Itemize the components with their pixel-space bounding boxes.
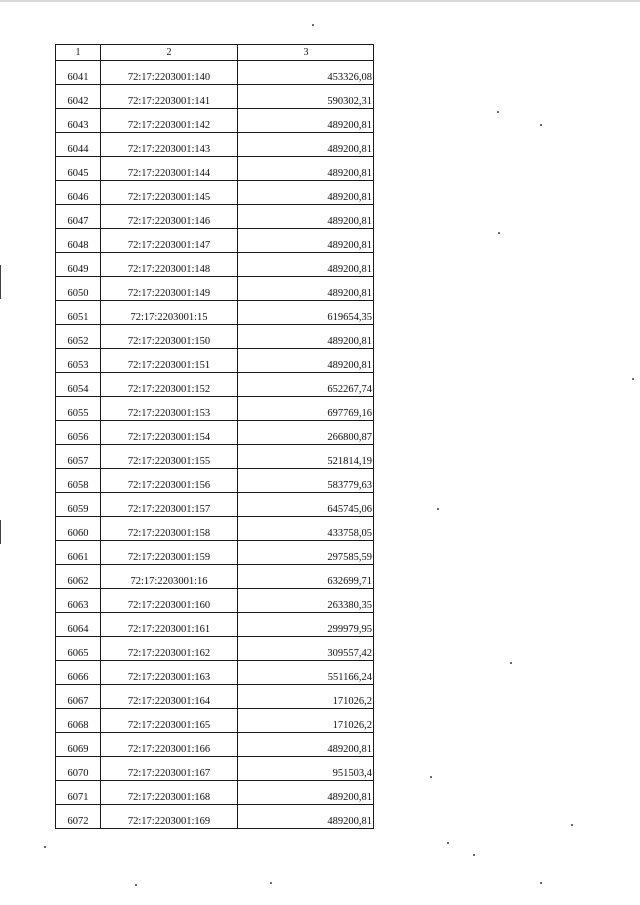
- row-number-cell: 6046: [56, 181, 101, 205]
- cadastral-number-cell: 72:17:2203001:159: [101, 541, 238, 565]
- row-number-cell: 6052: [56, 325, 101, 349]
- cadastral-value-cell: 309557,42: [238, 637, 374, 661]
- table-row: [56, 421, 374, 445]
- cadastral-number-cell: 72:17:2203001:150: [101, 325, 238, 349]
- cadastral-value-cell: 489200,81: [238, 133, 374, 157]
- cadastral-number-cell: 72:17:2203001:160: [101, 589, 238, 613]
- cadastral-value-cell: 590302,31: [238, 85, 374, 109]
- table-row: [56, 685, 374, 709]
- cadastral-number-cell: 72:17:2203001:151: [101, 349, 238, 373]
- scan-speck: [135, 884, 137, 886]
- row-number-cell: 6053: [56, 349, 101, 373]
- scan-speck: [473, 854, 475, 856]
- row-number-cell: 6045: [56, 157, 101, 181]
- cadastral-value-cell: 632699,71: [238, 565, 374, 589]
- cadastral-number-cell: 72:17:2203001:161: [101, 613, 238, 637]
- cadastral-value-cell: 266800,87: [238, 421, 374, 445]
- row-number-cell: 6042: [56, 85, 101, 109]
- scan-speck: [497, 111, 499, 113]
- cadastral-value-cell: 697769,16: [238, 397, 374, 421]
- table-row: [56, 517, 374, 541]
- cadastral-value-cell: 263380,35: [238, 589, 374, 613]
- cadastral-value-cell: 489200,81: [238, 181, 374, 205]
- cadastral-number-cell: 72:17:2203001:157: [101, 493, 238, 517]
- table-row: [56, 709, 374, 733]
- row-number-cell: 6043: [56, 109, 101, 133]
- cadastral-value-cell: 171026,2: [238, 685, 374, 709]
- table-row: [56, 805, 374, 829]
- row-number-cell: 6051: [56, 301, 101, 325]
- cadastral-number-cell: 72:17:2203001:140: [101, 61, 238, 85]
- table-row: [56, 157, 374, 181]
- cadastral-value-cell: 489200,81: [238, 229, 374, 253]
- table-row: [56, 229, 374, 253]
- scan-speck: [510, 662, 512, 664]
- cadastral-number-cell: 72:17:2203001:141: [101, 85, 238, 109]
- top-rule: [0, 0, 640, 2]
- row-number-cell: 6065: [56, 637, 101, 661]
- row-number-cell: 6058: [56, 469, 101, 493]
- cadastral-number-cell: 72:17:2203001:15: [101, 301, 238, 325]
- cadastral-number-cell: 72:17:2203001:153: [101, 397, 238, 421]
- scan-speck: [540, 882, 542, 884]
- cadastral-value-cell: 489200,81: [238, 781, 374, 805]
- scan-speck: [498, 232, 500, 234]
- cadastral-number-cell: 72:17:2203001:146: [101, 205, 238, 229]
- cadastral-number-cell: 72:17:2203001:166: [101, 733, 238, 757]
- row-number-cell: 6072: [56, 805, 101, 829]
- row-number-cell: 6049: [56, 253, 101, 277]
- cadastral-value-cell: 583779,63: [238, 469, 374, 493]
- table-row: [56, 565, 374, 589]
- table-row: [56, 781, 374, 805]
- table-row: [56, 493, 374, 517]
- table-row: [56, 349, 374, 373]
- cadastral-value-cell: 433758,05: [238, 517, 374, 541]
- table-body: [56, 61, 374, 829]
- row-number-cell: 6059: [56, 493, 101, 517]
- cadastral-value-cell: 299979,95: [238, 613, 374, 637]
- cadastral-number-cell: 72:17:2203001:169: [101, 805, 238, 829]
- cadastral-value-cell: 297585,59: [238, 541, 374, 565]
- scan-speck: [430, 776, 432, 778]
- table-row: [56, 85, 374, 109]
- cadastral-number-cell: 72:17:2203001:148: [101, 253, 238, 277]
- row-number-cell: 6055: [56, 397, 101, 421]
- scan-speck: [312, 24, 314, 26]
- row-number-cell: 6044: [56, 133, 101, 157]
- table-row: [56, 445, 374, 469]
- cadastral-value-cell: 652267,74: [238, 373, 374, 397]
- cadastral-number-cell: 72:17:2203001:152: [101, 373, 238, 397]
- row-number-cell: 6054: [56, 373, 101, 397]
- cadastral-value-cell: 489200,81: [238, 733, 374, 757]
- cadastral-value-cell: 645745,06: [238, 493, 374, 517]
- edge-mark: [0, 520, 1, 544]
- table-row: [56, 637, 374, 661]
- cadastral-value-cell: 489200,81: [238, 805, 374, 829]
- row-number-cell: 6057: [56, 445, 101, 469]
- cadastral-value-cell: 489200,81: [238, 277, 374, 301]
- cadastral-number-cell: 72:17:2203001:162: [101, 637, 238, 661]
- cadastral-value-table: [55, 44, 374, 829]
- cadastral-value-cell: 489200,81: [238, 109, 374, 133]
- header-col-1: 1: [56, 45, 101, 61]
- cadastral-value-cell: 453326,08: [238, 61, 374, 85]
- row-number-cell: 6056: [56, 421, 101, 445]
- row-number-cell: 6070: [56, 757, 101, 781]
- row-number-cell: 6060: [56, 517, 101, 541]
- cadastral-value-cell: 489200,81: [238, 253, 374, 277]
- row-number-cell: 6048: [56, 229, 101, 253]
- header-col-2: 2: [101, 45, 238, 61]
- cadastral-number-cell: 72:17:2203001:163: [101, 661, 238, 685]
- table-row: [56, 469, 374, 493]
- cadastral-number-cell: 72:17:2203001:155: [101, 445, 238, 469]
- cadastral-number-cell: 72:17:2203001:145: [101, 181, 238, 205]
- row-number-cell: 6050: [56, 277, 101, 301]
- row-number-cell: 6069: [56, 733, 101, 757]
- table-row: [56, 61, 374, 85]
- row-number-cell: 6067: [56, 685, 101, 709]
- scan-speck: [632, 378, 634, 380]
- table-row: [56, 253, 374, 277]
- row-number-cell: 6061: [56, 541, 101, 565]
- table-row: [56, 757, 374, 781]
- table-row: [56, 133, 374, 157]
- scan-speck: [571, 824, 573, 826]
- cadastral-value-cell: 951503,4: [238, 757, 374, 781]
- cadastral-number-cell: 72:17:2203001:164: [101, 685, 238, 709]
- row-number-cell: 6063: [56, 589, 101, 613]
- table-row: [56, 733, 374, 757]
- table-row: [56, 325, 374, 349]
- table-row: [56, 277, 374, 301]
- table-row: [56, 373, 374, 397]
- row-number-cell: 6066: [56, 661, 101, 685]
- scan-speck: [44, 846, 46, 848]
- cadastral-number-cell: 72:17:2203001:156: [101, 469, 238, 493]
- row-number-cell: 6041: [56, 61, 101, 85]
- cadastral-number-cell: 72:17:2203001:167: [101, 757, 238, 781]
- row-number-cell: 6068: [56, 709, 101, 733]
- table-header-row: [56, 45, 374, 61]
- cadastral-value-cell: 171026,2: [238, 709, 374, 733]
- cadastral-number-cell: 72:17:2203001:16: [101, 565, 238, 589]
- cadastral-number-cell: 72:17:2203001:143: [101, 133, 238, 157]
- row-number-cell: 6047: [56, 205, 101, 229]
- cadastral-number-cell: 72:17:2203001:144: [101, 157, 238, 181]
- header-col-3: 3: [238, 45, 374, 61]
- cadastral-value-cell: 489200,81: [238, 325, 374, 349]
- table-row: [56, 205, 374, 229]
- row-number-cell: 6071: [56, 781, 101, 805]
- cadastral-number-cell: 72:17:2203001:158: [101, 517, 238, 541]
- row-number-cell: 6064: [56, 613, 101, 637]
- cadastral-value-cell: 489200,81: [238, 205, 374, 229]
- table-row: [56, 181, 374, 205]
- table-row: [56, 661, 374, 685]
- scan-speck: [437, 508, 439, 510]
- table-row: [56, 397, 374, 421]
- table-row: [56, 109, 374, 133]
- cadastral-value-cell: 551166,24: [238, 661, 374, 685]
- edge-mark: [0, 265, 1, 299]
- cadastral-number-cell: 72:17:2203001:165: [101, 709, 238, 733]
- row-number-cell: 6062: [56, 565, 101, 589]
- cadastral-value-cell: 489200,81: [238, 349, 374, 373]
- cadastral-number-cell: 72:17:2203001:149: [101, 277, 238, 301]
- cadastral-value-cell: 521814,19: [238, 445, 374, 469]
- table-row: [56, 613, 374, 637]
- table-row: [56, 541, 374, 565]
- cadastral-number-cell: 72:17:2203001:147: [101, 229, 238, 253]
- cadastral-number-cell: 72:17:2203001:154: [101, 421, 238, 445]
- cadastral-number-cell: 72:17:2203001:168: [101, 781, 238, 805]
- scan-speck: [270, 882, 272, 884]
- scan-speck: [447, 842, 449, 844]
- table-row: [56, 301, 374, 325]
- table-row: [56, 589, 374, 613]
- cadastral-value-cell: 489200,81: [238, 157, 374, 181]
- cadastral-value-cell: 619654,35: [238, 301, 374, 325]
- scan-speck: [540, 124, 542, 126]
- cadastral-number-cell: 72:17:2203001:142: [101, 109, 238, 133]
